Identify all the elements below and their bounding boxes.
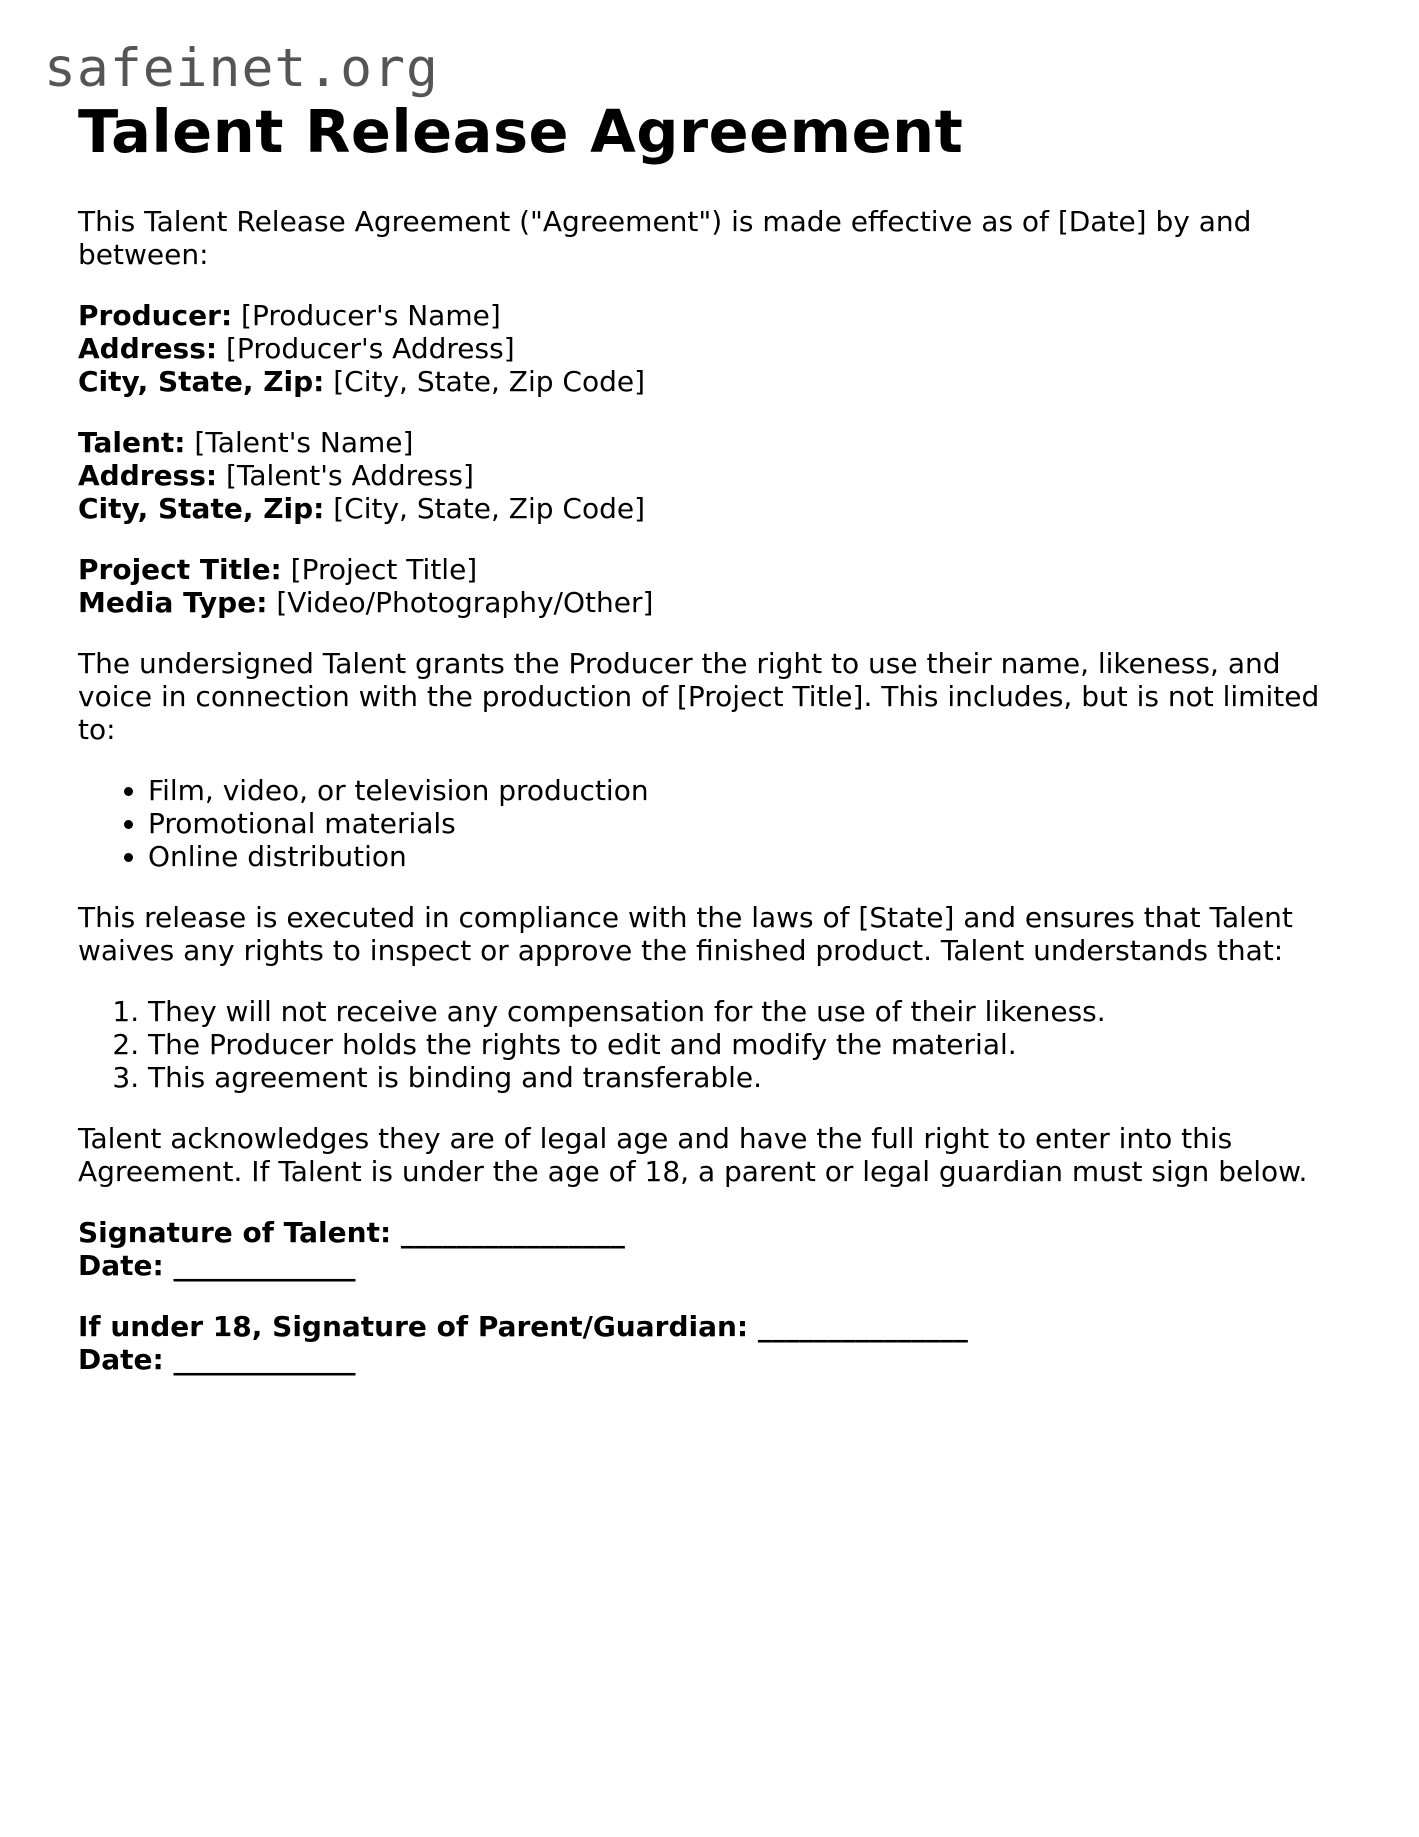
talent-address-value: [Talent's Address] (226, 458, 474, 492)
media-type-line (78, 586, 1348, 619)
producer-name-value: [Producer's Name] (241, 298, 501, 332)
guardian-signature-block (78, 1310, 1348, 1376)
intro-paragraph: This Talent Release Agreement ("Agreement") is made effective as of [Date] by and between: (78, 204, 1252, 271)
list-item: • Online distribution (148, 840, 1348, 873)
terms-list (78, 995, 1348, 1094)
producer-name-line (78, 299, 1348, 332)
talent-city-line (78, 492, 1348, 525)
talent-name-value: [Talent's Name] (194, 425, 414, 459)
producer-address-value: [Producer's Address] (226, 331, 515, 365)
project-block (78, 553, 1348, 619)
talent-name-line (78, 426, 1348, 459)
talent-address-line (78, 459, 1348, 492)
media-type-value: [Video/Photography/Other] (276, 585, 654, 619)
project-title-line (78, 553, 1348, 586)
guardian-date-line: Date: _____________ (78, 1342, 356, 1376)
list-item: 3. This agreement is binding and transferable. (148, 1061, 1348, 1094)
document-page (78, 97, 1348, 1404)
talent-signature-block (78, 1216, 1348, 1282)
list-item: 2. The Producer holds the rights to edit and modify the material. (148, 1028, 1348, 1061)
talent-city-label: City, State, Zip: (78, 491, 325, 525)
producer-city-line (78, 365, 1348, 398)
uses-list (78, 774, 1348, 873)
producer-city-label: City, State, Zip: (78, 364, 325, 398)
producer-address-label: Address: (78, 331, 218, 365)
producer-city-value: [City, State, Zip Code] (333, 364, 646, 398)
grant-paragraph: The undersigned Talent grants the Producer the right to use their name, likeness, and voice in connection with the production of [Project Title]. This includes, but is not limited to: (78, 646, 1320, 746)
list-item: • Promotional materials (148, 807, 1348, 840)
talent-signature-line: Signature of Talent: ________________ (78, 1215, 625, 1249)
release-paragraph: This release is executed in compliance with the laws of [State] and ensures that Talent waives any rights to inspect or approve the finished product. Talent understands that: (78, 900, 1293, 967)
producer-name-label: Producer: (78, 298, 233, 332)
watermark: safeinet.org (44, 38, 439, 99)
list-item: • Film, video, or television production (148, 774, 1348, 807)
talent-address-label: Address: (78, 458, 218, 492)
acknowledgement-paragraph: Talent acknowledges they are of legal age and have the full right to enter into this Agreement. If Talent is under the age of 18, a parent or legal guardian must sign below. (78, 1121, 1308, 1188)
project-title-label: Project Title: (78, 552, 282, 586)
talent-name-label: Talent: (78, 425, 186, 459)
project-title-value: [Project Title] (290, 552, 478, 586)
guardian-signature-line: If under 18, Signature of Parent/Guardian: _______________ (78, 1309, 968, 1343)
talent-city-value: [City, State, Zip Code] (333, 491, 646, 525)
talent-block (78, 426, 1348, 525)
producer-address-line (78, 332, 1348, 365)
talent-date-line: Date: _____________ (78, 1248, 356, 1282)
producer-block (78, 299, 1348, 398)
list-item: 1. They will not receive any compensation for the use of their likeness. (148, 995, 1348, 1028)
document-title: Talent Release Agreement (78, 97, 964, 166)
media-type-label: Media Type: (78, 585, 268, 619)
